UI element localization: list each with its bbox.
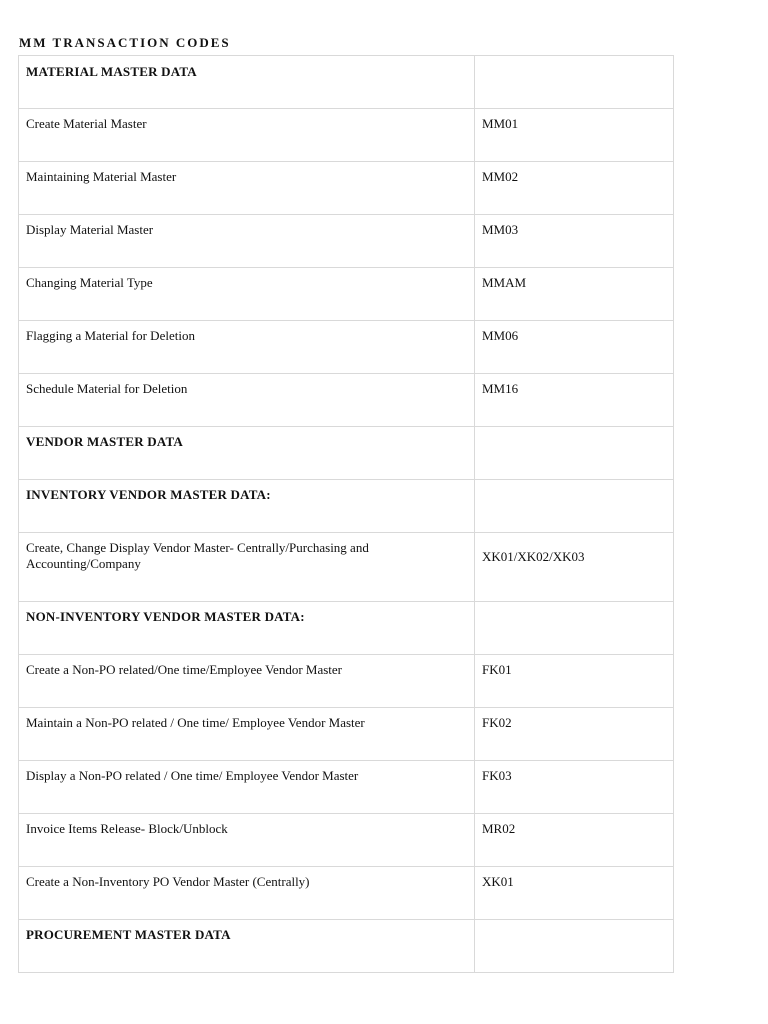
code-cell	[475, 480, 674, 533]
code-cell: XK01/XK02/XK03	[475, 533, 674, 602]
table-row	[19, 708, 674, 761]
description-cell: Invoice Items Release- Block/Unblock	[19, 814, 475, 867]
code-cell: MM02	[475, 162, 674, 215]
code-cell: XK01	[475, 867, 674, 920]
description-cell: Flagging a Material for Deletion	[19, 321, 475, 374]
section-header: NON-INVENTORY VENDOR MASTER DATA:	[19, 602, 475, 655]
table-row	[19, 268, 674, 321]
table-row	[19, 533, 674, 602]
code-cell: MM16	[475, 374, 674, 427]
description-cell: Create Material Master	[19, 109, 475, 162]
code-cell: FK02	[475, 708, 674, 761]
section-header: MATERIAL MASTER DATA	[19, 56, 475, 109]
code-cell: MR02	[475, 814, 674, 867]
code-cell	[475, 602, 674, 655]
description-cell: Create, Change Display Vendor Master- Centrally/Purchasing and Accounting/Company	[19, 533, 475, 602]
table-row	[19, 761, 674, 814]
table-row	[19, 321, 674, 374]
code-cell: FK01	[475, 655, 674, 708]
table-row	[19, 480, 674, 533]
table-row	[19, 602, 674, 655]
table-row	[19, 215, 674, 268]
code-cell	[475, 56, 674, 109]
section-header: VENDOR MASTER DATA	[19, 427, 475, 480]
table-row	[19, 427, 674, 480]
description-cell: Display a Non-PO related / One time/ Employee Vendor Master	[19, 761, 475, 814]
table-row	[19, 374, 674, 427]
description-cell: Display Material Master	[19, 215, 475, 268]
code-cell	[475, 427, 674, 480]
description-cell: Create a Non-PO related/One time/Employee Vendor Master	[19, 655, 475, 708]
code-cell: MM03	[475, 215, 674, 268]
code-cell	[475, 920, 674, 973]
code-cell: MM06	[475, 321, 674, 374]
code-cell: MM01	[475, 109, 674, 162]
table-row	[19, 867, 674, 920]
table-row	[19, 109, 674, 162]
table-row	[19, 162, 674, 215]
description-cell: Schedule Material for Deletion	[19, 374, 475, 427]
section-header: PROCUREMENT MASTER DATA	[19, 920, 475, 973]
section-header: INVENTORY VENDOR MASTER DATA:	[19, 480, 475, 533]
table-row	[19, 655, 674, 708]
table-row	[19, 56, 674, 109]
code-cell: FK03	[475, 761, 674, 814]
description-cell: Maintain a Non-PO related / One time/ Employee Vendor Master	[19, 708, 475, 761]
description-cell: Changing Material Type	[19, 268, 475, 321]
table-row	[19, 920, 674, 973]
code-cell: MMAM	[475, 268, 674, 321]
page-title: MM TRANSACTION CODES	[19, 35, 231, 50]
description-cell: Maintaining Material Master	[19, 162, 475, 215]
transaction-codes-table	[18, 55, 674, 973]
description-cell: Create a Non-Inventory PO Vendor Master (Centrally)	[19, 867, 475, 920]
table-row	[19, 814, 674, 867]
